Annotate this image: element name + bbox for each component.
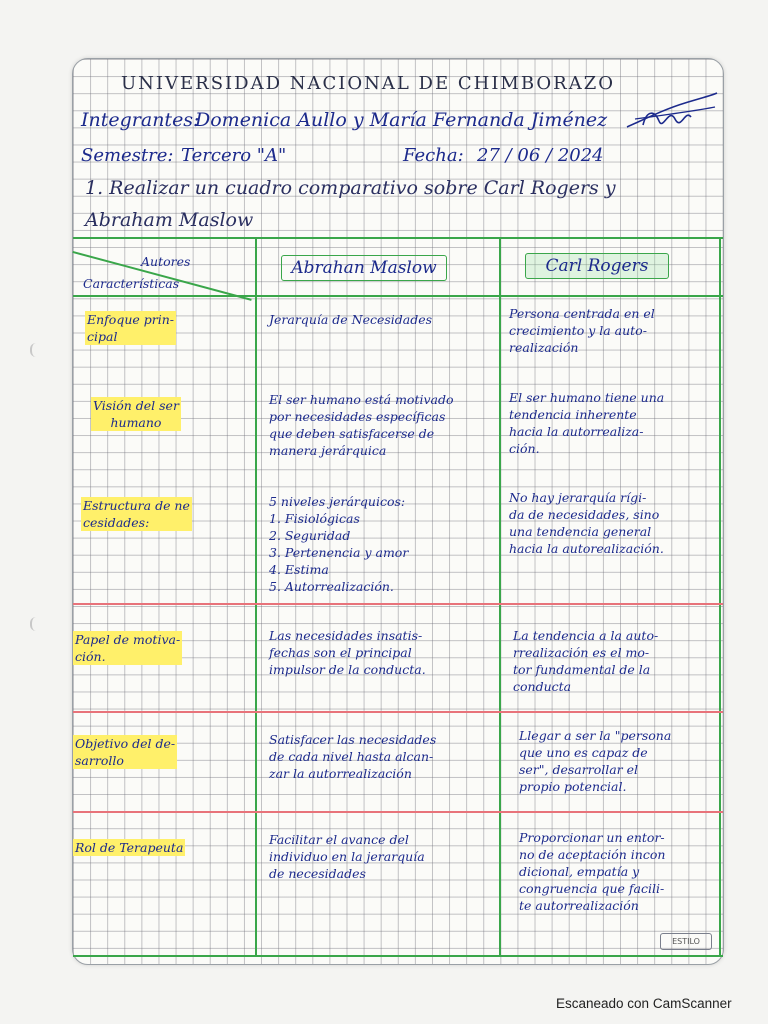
table-col-divider-2 bbox=[499, 237, 501, 957]
maslow-cell-papel: Las necesidades insatis- fechas son el principal impulsor de la conducta. bbox=[269, 628, 426, 678]
rogers-cell-papel: La tendencia a la auto- rrealización es el mo- tor fundamental de la conducta bbox=[513, 628, 659, 695]
rogers-cell-objetivo: Llegar a ser la "persona que uno es capaz de ser", desarrollar el propio potencial. bbox=[519, 728, 672, 795]
row-label-rol: Rol de Terapeuta bbox=[75, 840, 184, 855]
scanner-watermark: Escaneado con CamScanner bbox=[556, 996, 732, 1011]
row-label-enfoque: Enfoque prin- cipal bbox=[87, 312, 174, 345]
signature-mark bbox=[625, 89, 720, 134]
corner-authors-label: Autores bbox=[141, 254, 191, 269]
maslow-cell-estructura: 5 niveles jerárquicos: 1. Fisiológicas 2. Seguridad 3. Pertenencia y amor 4. Estima 5. Autorrealización. bbox=[269, 494, 409, 595]
semestre-label: Semestre: bbox=[81, 145, 174, 166]
rogers-header: Carl Rogers bbox=[525, 253, 669, 279]
estilo-brand-badge: ESTILO bbox=[660, 933, 712, 950]
fecha-value: 27 / 06 / 2024 bbox=[477, 145, 604, 166]
row-label-estructura: Estructura de ne cesidades: bbox=[83, 498, 190, 531]
task-line-1: 1. Realizar un cuadro comparativo sobre Carl Rogers y bbox=[85, 177, 616, 199]
graph-paper-sheet bbox=[72, 58, 724, 965]
maslow-cell-rol: Facilitar el avance del individuo en la jerarquía de necesidades bbox=[269, 832, 425, 882]
rogers-cell-estructura: No hay jerarquía rígi- da de necesidades, sino una tendencia general hacia la autorealización. bbox=[509, 490, 664, 557]
integrantes-names: Domenica Aullo y María Fernanda Jiménez bbox=[195, 109, 608, 131]
semestre-value: Tercero "A" bbox=[181, 145, 287, 166]
table-top-line bbox=[73, 237, 723, 239]
maslow-header: Abrahan Maslow bbox=[281, 255, 447, 281]
rogers-cell-enfoque: Persona centrada en el crecimiento y la auto- realización bbox=[509, 306, 655, 356]
maslow-cell-enfoque: Jerarquía de Necesidades bbox=[269, 312, 433, 327]
row-divider-3 bbox=[73, 811, 723, 813]
corner-characteristics-label: Características bbox=[83, 276, 180, 291]
row-divider-2 bbox=[73, 711, 723, 713]
table-col-divider-1 bbox=[255, 237, 257, 957]
row-divider-1 bbox=[73, 603, 723, 605]
table-right-border bbox=[719, 237, 721, 957]
integrantes-label: Integrantes: bbox=[81, 109, 200, 131]
maslow-cell-vision: El ser humano está motivado por necesidades específicas que deben satisfacerse de manera jerárquica bbox=[269, 392, 454, 459]
table-bottom-line bbox=[73, 955, 723, 957]
margin-mark bbox=[30, 343, 42, 357]
row-label-vision: Visión del ser humano bbox=[93, 398, 179, 431]
rogers-cell-rol: Proporcionar un entor- no de aceptación incon dicional, empatía y congruencia que facili- te autorrealización bbox=[519, 830, 666, 914]
rogers-cell-vision: El ser humano tiene una tendencia inherente hacia la autorrealiza- ción. bbox=[509, 390, 665, 457]
university-title: UNIVERSIDAD NACIONAL DE CHIMBORAZO bbox=[121, 73, 615, 94]
table-header-bottom-line bbox=[73, 295, 723, 297]
row-label-objetivo: Objetivo del de- sarrollo bbox=[75, 736, 176, 769]
maslow-cell-objetivo: Satisfacer las necesidades de cada nivel hasta alcan- zar la autorrealización bbox=[269, 732, 437, 782]
fecha-label: Fecha: bbox=[403, 145, 464, 166]
margin-mark bbox=[30, 617, 42, 631]
task-line-2: Abraham Maslow bbox=[85, 209, 254, 231]
row-label-papel: Papel de motiva- ción. bbox=[75, 632, 181, 665]
